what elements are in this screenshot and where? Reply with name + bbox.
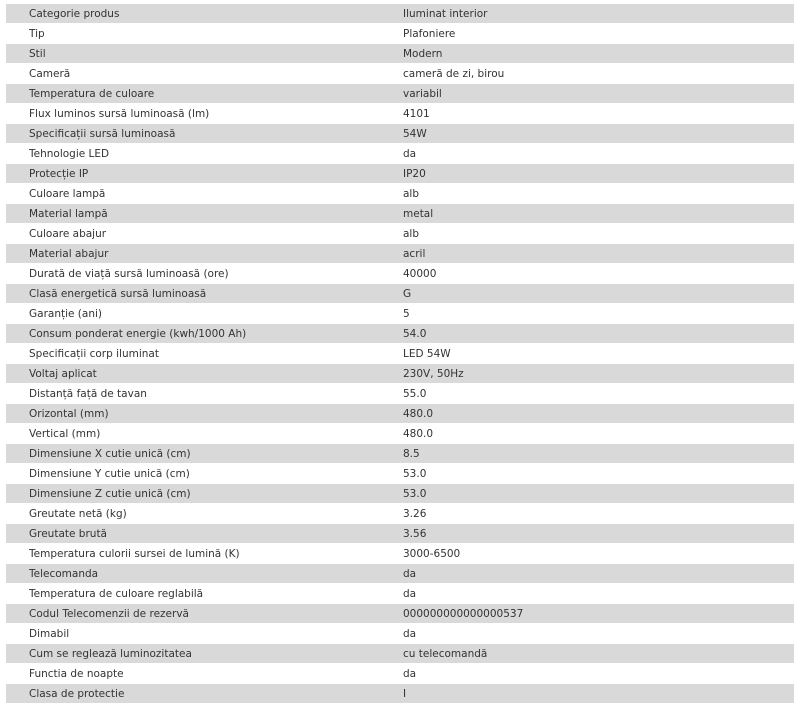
spec-row xyxy=(6,444,794,464)
spec-row xyxy=(6,544,794,564)
spec-value: 3.26 xyxy=(403,508,427,520)
spec-value: alb xyxy=(403,188,420,200)
spec-row xyxy=(6,664,794,684)
spec-row xyxy=(6,44,794,64)
spec-value: cameră de zi, birou xyxy=(403,68,505,80)
spec-value: Iluminat interior xyxy=(403,8,488,20)
spec-label: Cameră xyxy=(29,68,71,80)
spec-value: da xyxy=(403,148,417,160)
spec-label: Stil xyxy=(29,48,46,60)
spec-label: Consum ponderat energie (kwh/1000 Ah) xyxy=(29,328,247,340)
spec-value: 53.0 xyxy=(403,488,427,500)
spec-row xyxy=(6,624,794,644)
spec-row xyxy=(6,64,794,84)
spec-label: Temperatura de culoare xyxy=(29,88,155,100)
spec-label: Temperatura de culoare reglabilă xyxy=(29,588,204,600)
spec-row xyxy=(6,284,794,304)
specifications-table xyxy=(6,4,794,704)
spec-label: Codul Telecomenzii de rezervă xyxy=(29,608,189,620)
spec-row xyxy=(6,104,794,124)
spec-row xyxy=(6,484,794,504)
spec-value: 3.56 xyxy=(403,528,427,540)
spec-label: Dimensiune Z cutie unică (cm) xyxy=(29,488,191,500)
spec-row xyxy=(6,244,794,264)
spec-label: Tip xyxy=(29,28,45,40)
spec-value: 4101 xyxy=(403,108,430,120)
spec-value: 53.0 xyxy=(403,468,427,480)
spec-label: Specificații sursă luminoasă xyxy=(29,128,176,140)
spec-row xyxy=(6,204,794,224)
spec-row xyxy=(6,344,794,364)
spec-label: Cum se reglează luminozitatea xyxy=(29,648,192,660)
spec-label: Categorie produs xyxy=(29,8,120,20)
spec-label: Dimabil xyxy=(29,628,70,640)
spec-label: Dimensiune X cutie unică (cm) xyxy=(29,448,191,460)
spec-label: Material lampă xyxy=(29,208,108,220)
spec-row xyxy=(6,424,794,444)
spec-row xyxy=(6,564,794,584)
spec-row xyxy=(6,644,794,664)
spec-label: Distanță față de tavan xyxy=(29,388,147,400)
spec-value: 230V, 50Hz xyxy=(403,368,464,380)
spec-label: Tehnologie LED xyxy=(29,148,110,160)
spec-value: 000000000000000537 xyxy=(403,608,524,620)
spec-row xyxy=(6,604,794,624)
spec-value: acril xyxy=(403,248,426,260)
spec-value: 480.0 xyxy=(403,428,434,440)
spec-row xyxy=(6,504,794,524)
spec-row xyxy=(6,464,794,484)
spec-label: Material abajur xyxy=(29,248,109,260)
spec-row xyxy=(6,84,794,104)
spec-row xyxy=(6,164,794,184)
spec-value: 3000-6500 xyxy=(403,548,461,560)
spec-row xyxy=(6,524,794,544)
spec-value: da xyxy=(403,668,417,680)
spec-row xyxy=(6,684,794,704)
spec-value: 40000 xyxy=(403,268,437,280)
spec-row xyxy=(6,184,794,204)
spec-row xyxy=(6,404,794,424)
spec-value: 54.0 xyxy=(403,328,427,340)
spec-label: Clasă energetică sursă luminoasă xyxy=(29,288,207,300)
spec-row xyxy=(6,384,794,404)
spec-row xyxy=(6,584,794,604)
spec-value: alb xyxy=(403,228,420,240)
spec-label: Durată de viață sursă luminoasă (ore) xyxy=(29,268,229,280)
spec-row xyxy=(6,364,794,384)
spec-label: Temperatura culorii sursei de lumină (K) xyxy=(29,548,240,560)
spec-label: Greutate brută xyxy=(29,528,107,540)
spec-row xyxy=(6,264,794,284)
spec-row xyxy=(6,24,794,44)
spec-value: da xyxy=(403,628,417,640)
spec-value: da xyxy=(403,568,417,580)
spec-value: 8.5 xyxy=(403,448,420,460)
spec-row xyxy=(6,124,794,144)
spec-label: Culoare lampă xyxy=(29,188,106,200)
spec-label: Functia de noapte xyxy=(29,668,124,680)
spec-value: 5 xyxy=(403,308,410,320)
spec-label: Garanție (ani) xyxy=(29,308,103,320)
spec-label: Voltaj aplicat xyxy=(29,368,97,380)
spec-label: Culoare abajur xyxy=(29,228,107,240)
spec-label: Specificații corp iluminat xyxy=(29,348,159,360)
spec-value: Plafoniere xyxy=(403,28,456,40)
spec-value: 54W xyxy=(403,128,427,140)
spec-row xyxy=(6,304,794,324)
spec-row xyxy=(6,144,794,164)
spec-value: metal xyxy=(403,208,434,220)
spec-row xyxy=(6,324,794,344)
spec-value: I xyxy=(403,688,407,700)
spec-label: Telecomanda xyxy=(29,568,99,580)
spec-value: da xyxy=(403,588,417,600)
spec-value: Modern xyxy=(403,48,443,60)
spec-value: LED 54W xyxy=(403,348,451,360)
spec-value: 480.0 xyxy=(403,408,434,420)
spec-value: cu telecomandă xyxy=(403,648,488,660)
spec-value: 55.0 xyxy=(403,388,427,400)
spec-label: Clasa de protectie xyxy=(29,688,125,700)
spec-value: G xyxy=(403,288,412,300)
spec-row xyxy=(6,4,794,24)
spec-label: Dimensiune Y cutie unică (cm) xyxy=(29,468,190,480)
spec-label: Vertical (mm) xyxy=(29,428,101,440)
spec-label: Orizontal (mm) xyxy=(29,408,109,420)
spec-value: variabil xyxy=(403,88,442,100)
spec-label: Protecție IP xyxy=(29,168,89,180)
spec-label: Greutate netă (kg) xyxy=(29,508,127,520)
spec-label: Flux luminos sursă luminoasă (lm) xyxy=(29,108,210,120)
spec-value: IP20 xyxy=(403,168,426,180)
spec-row xyxy=(6,224,794,244)
